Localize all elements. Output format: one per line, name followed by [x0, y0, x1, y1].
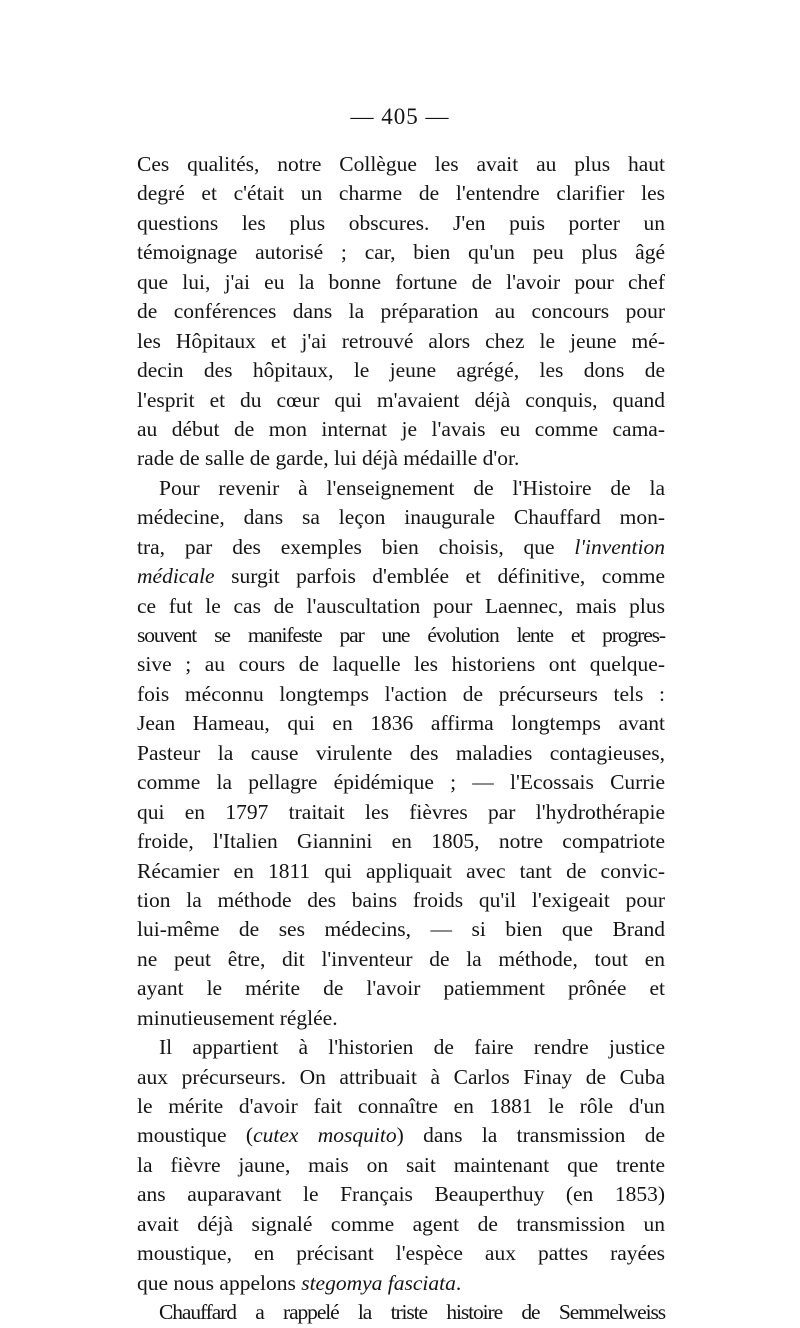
- text-line: rade de salle de garde, lui déjà médaille d'or.: [137, 446, 520, 471]
- text-line: [137, 533, 665, 562]
- italic-term: cutex mosquito: [253, 1123, 397, 1148]
- text-line: au début de mon internat je l'avais eu comme cama-: [137, 416, 665, 441]
- text-fragment: moustique (: [137, 1123, 254, 1148]
- text-line: aux précurseurs. On attribuait à Carlos Finay de Cuba: [137, 1064, 665, 1089]
- text-line: témoignage autorisé ; car, bien qu'un peu plus âgé: [137, 240, 665, 265]
- text-line: ne peut être, dit l'inventeur de la méthode, tout en: [137, 946, 665, 971]
- text-line: [137, 1269, 665, 1298]
- text-line: questions les plus obscures. J'en puis porter un: [137, 210, 665, 235]
- text-line: froide, l'Italien Giannini en 1805, notre compatriote: [137, 829, 665, 854]
- italic-term: stegomya fasciata: [301, 1270, 456, 1295]
- text-line: [137, 562, 665, 591]
- text-line: lui-même de ses médecins, — si bien que Brand: [137, 917, 665, 942]
- text-line: Pasteur la cause virulente des maladies contagieuses,: [137, 740, 665, 765]
- text-line: moustique, en précisant l'espèce aux pattes rayées: [137, 1241, 665, 1266]
- text-line: Ces qualités, notre Collègue les avait au plus haut: [137, 152, 665, 176]
- text-line: que lui, j'ai eu la bonne fortune de l'avoir pour chef: [137, 269, 665, 294]
- text-line: de conférences dans la préparation au concours pour: [137, 299, 665, 324]
- text-fragment: ) dans la transmission de: [396, 1123, 665, 1148]
- text-line: ayant le mérite de l'avoir patiemment prônée et: [137, 976, 665, 1001]
- text-fragment: tra, par des exemples bien choisis, que: [137, 534, 575, 559]
- text-line: sive ; au cours de laquelle les historiens ont quelque-: [137, 652, 665, 677]
- text-line: la fièvre jaune, mais on sait maintenant que trente: [137, 1152, 665, 1177]
- text-line: médecine, dans sa leçon inaugurale Chauffard mon-: [137, 505, 665, 530]
- text-line: ans auparavant le Français Beauperthuy (en 1853): [137, 1182, 665, 1207]
- text-line: tion la méthode des bains froids qu'il l'exigeait pour: [137, 887, 665, 912]
- text-line: decin des hôpitaux, le jeune agrégé, les dons de: [137, 358, 665, 383]
- text-line: fois méconnu longtemps l'action de précurseurs tels :: [137, 681, 665, 706]
- text-line: Il appartient à l'historien de faire rendre justice: [159, 1035, 665, 1060]
- italic-term: médicale: [137, 564, 215, 589]
- text-fragment: .: [455, 1270, 462, 1295]
- text-line: minutieusement réglée.: [137, 1005, 338, 1030]
- text-line: Jean Hameau, qui en 1836 affirma longtemps avant: [137, 711, 665, 736]
- italic-term: l'invention: [574, 534, 665, 559]
- text-line: comme la pellagre épidémique ; — l'Ecossais Currie: [137, 770, 665, 795]
- text-line: ce fut le cas de l'auscultation pour Laennec, mais plus: [137, 593, 665, 618]
- text-line: Récamier en 1811 qui appliquait avec tant de convic-: [137, 858, 665, 883]
- text-line: souvent se manifeste par une évolution lente et progres-: [137, 623, 665, 647]
- text-line: l'esprit et du cœur qui m'avaient déjà conquis, quand: [137, 387, 665, 412]
- text-fragment: surgit parfois d'emblée et définitive, comme: [214, 564, 665, 589]
- text-fragment: que nous appelons: [137, 1270, 302, 1295]
- body-text: [137, 150, 665, 1328]
- text-line: degré et c'était un charme de l'entendre clarifier les: [137, 181, 665, 206]
- text-line: le mérite d'avoir fait connaître en 1881 le rôle d'un: [137, 1094, 665, 1118]
- text-line: les Hôpitaux et j'ai retrouvé alors chez le jeune mé-: [137, 328, 665, 353]
- text-line: Pour revenir à l'enseignement de l'Histoire de la: [159, 475, 665, 500]
- text-line: Chauffard a rappelé la triste histoire de Semmelweiss: [159, 1300, 665, 1325]
- page-number: — 405 —: [350, 104, 450, 129]
- text-line: [137, 1121, 665, 1150]
- text-line: qui en 1797 traitait les fièvres par l'hydrothérapie: [137, 799, 665, 824]
- text-line: avait déjà signalé comme agent de transmission un: [137, 1211, 665, 1236]
